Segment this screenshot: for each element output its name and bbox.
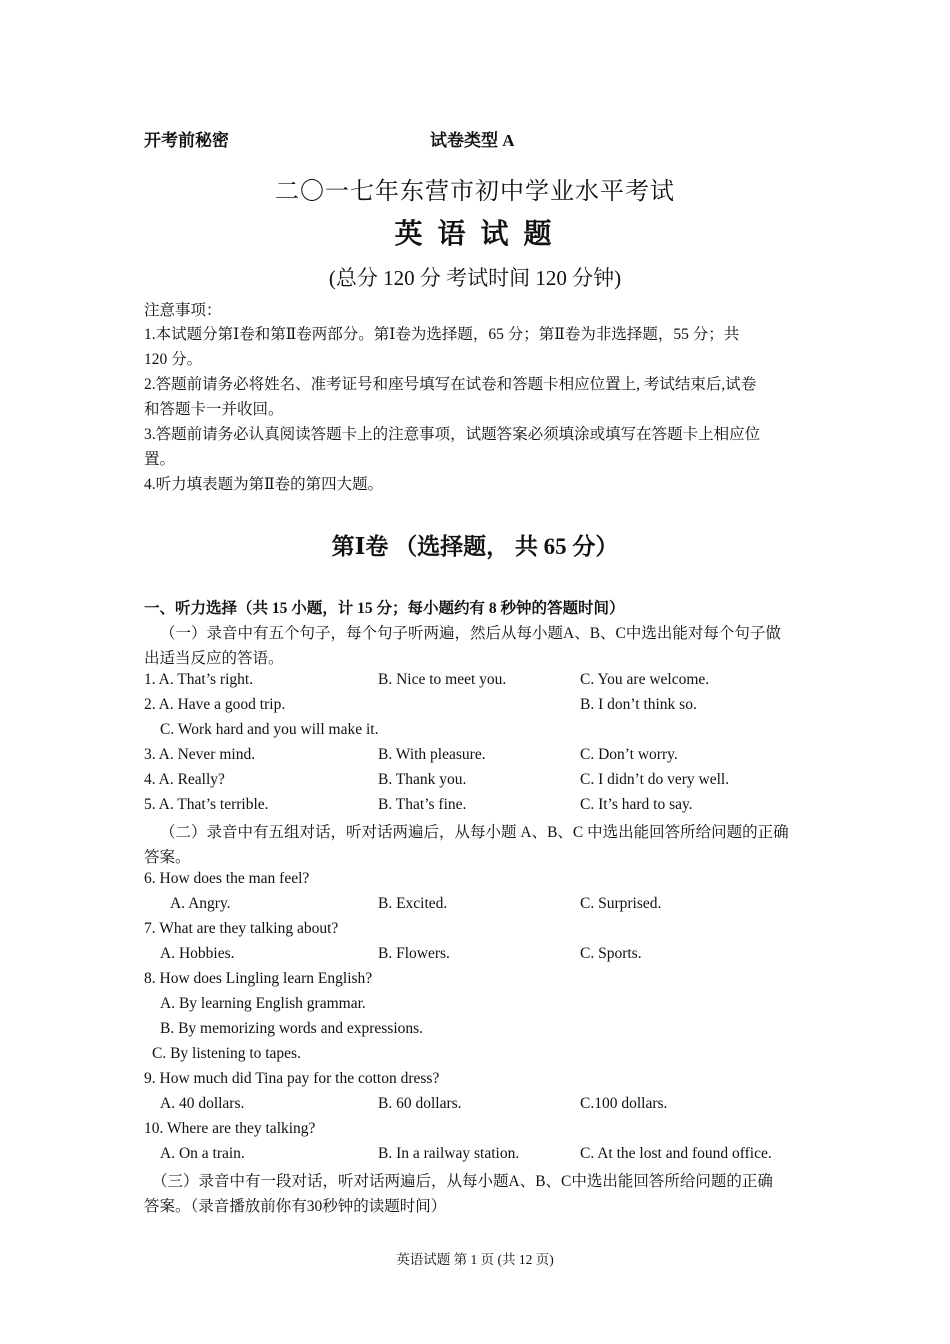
question-5-option-c: C. It’s hard to say. bbox=[580, 796, 693, 813]
instruction-line: 答案。 bbox=[144, 849, 191, 866]
question-4-option-c: C. I didn’t do very well. bbox=[580, 771, 730, 788]
note-line: 置。 bbox=[144, 451, 176, 468]
paper-type-label: 试卷类型 A bbox=[430, 131, 515, 150]
question-7-option-b: B. Flowers. bbox=[378, 945, 450, 962]
question-5-option-b: B. That’s fine. bbox=[378, 796, 467, 813]
confidential-label: 开考前秘密 bbox=[144, 131, 229, 150]
section-title: 第Ⅰ卷 （选择题， 共 65 分） bbox=[331, 534, 619, 559]
question-8-option-c: C. By listening to tapes. bbox=[152, 1045, 301, 1062]
question-4-option-a: 4. A. Really? bbox=[144, 771, 225, 788]
instruction-line: 出适当反应的答语。 bbox=[144, 650, 284, 667]
question-3-option-a: 3. A. Never mind. bbox=[144, 746, 256, 763]
question-8-option-b: B. By memorizing words and expressions. bbox=[160, 1020, 424, 1037]
note-line: 2.答题前请务必将姓名、准考证号和座号填写在试卷和答题卡相应位置上, 考试结束后,试卷 bbox=[144, 376, 757, 393]
note-line: 和答题卡一并收回。 bbox=[144, 401, 284, 418]
instruction-line: （三）录音中有一段对话，听对话两遍后，从每小题A、B、C中选出能回答所给问题的正确 bbox=[152, 1173, 773, 1190]
question-10-option-a: A. On a train. bbox=[160, 1145, 245, 1162]
question-9-option-b: B. 60 dollars. bbox=[378, 1095, 462, 1112]
question-10-option-b: B. In a railway station. bbox=[378, 1145, 520, 1162]
instruction-line: （一）录音中有五个句子，每个句子听两遍，然后从每小题A、B、C中选出能对每个句子做 bbox=[160, 625, 781, 642]
question-6-option-a: A. Angry. bbox=[170, 895, 231, 912]
question-3-option-b: B. With pleasure. bbox=[378, 746, 486, 763]
question-7-option-c: C. Sports. bbox=[580, 945, 642, 962]
score-time-info: (总分 120 分 考试时间 120 分钟) bbox=[328, 266, 622, 290]
note-line: 4.听力填表题为第Ⅱ卷的第四大题。 bbox=[144, 476, 384, 493]
question-1-option-a: 1. A. That’s right. bbox=[144, 671, 254, 688]
question-4-option-b: B. Thank you. bbox=[378, 771, 467, 788]
question-9-stem: 9. How much did Tina pay for the cotton dress? bbox=[144, 1070, 440, 1087]
note-line: 1.本试题分第Ⅰ卷和第Ⅱ卷两部分。第Ⅰ卷为选择题，65 分；第Ⅱ卷为非选择题，55 分；共 bbox=[144, 326, 740, 343]
question-10-stem: 10. Where are they talking? bbox=[144, 1120, 316, 1137]
question-6-stem: 6. How does the man feel? bbox=[144, 870, 310, 887]
question-2-option-a: 2. A. Have a good trip. bbox=[144, 696, 286, 713]
question-8-stem: 8. How does Lingling learn English? bbox=[144, 970, 373, 987]
question-9-option-c: C.100 dollars. bbox=[580, 1095, 668, 1112]
part-heading: 一、听力选择（共 15 小题，计 15 分；每小题约有 8 秒钟的答题时间） bbox=[144, 600, 625, 617]
subject-title: 英 语 试 题 bbox=[394, 219, 556, 250]
question-1-option-b: B. Nice to meet you. bbox=[378, 671, 507, 688]
note-line: 120 分。 bbox=[144, 351, 203, 368]
notes-heading: 注意事项： bbox=[144, 302, 222, 319]
page-footer: 英语试题 第 1 页 (共 12 页) bbox=[396, 1252, 554, 1267]
question-5-option-a: 5. A. That’s terrible. bbox=[144, 796, 269, 813]
question-10-option-c: C. At the lost and found office. bbox=[580, 1145, 772, 1162]
exam-title: 二〇一七年东营市初中学业水平考试 bbox=[275, 179, 675, 205]
question-6-option-c: C. Surprised. bbox=[580, 895, 662, 912]
question-3-option-c: C. Don’t worry. bbox=[580, 746, 678, 763]
question-1-option-c: C. You are welcome. bbox=[580, 671, 710, 688]
question-7-stem: 7. What are they talking about? bbox=[144, 920, 339, 937]
instruction-line: （二）录音中有五组对话，听对话两遍后，从每小题 A、B、C 中选出能回答所给问题的正确 bbox=[160, 824, 789, 841]
question-8-option-a: A. By learning English grammar. bbox=[160, 995, 366, 1012]
note-line: 3.答题前请务必认真阅读答题卡上的注意事项，试题答案必须填涂或填写在答题卡上相应位 bbox=[144, 426, 761, 443]
question-2-option-b: B. I don’t think so. bbox=[580, 696, 697, 713]
question-9-option-a: A. 40 dollars. bbox=[160, 1095, 245, 1112]
question-2-option-c: C. Work hard and you will make it. bbox=[160, 721, 379, 738]
question-7-option-a: A. Hobbies. bbox=[160, 945, 235, 962]
instruction-line: 答案。（录音播放前你有30秒钟的读题时间） bbox=[144, 1198, 447, 1215]
question-6-option-b: B. Excited. bbox=[378, 895, 448, 912]
